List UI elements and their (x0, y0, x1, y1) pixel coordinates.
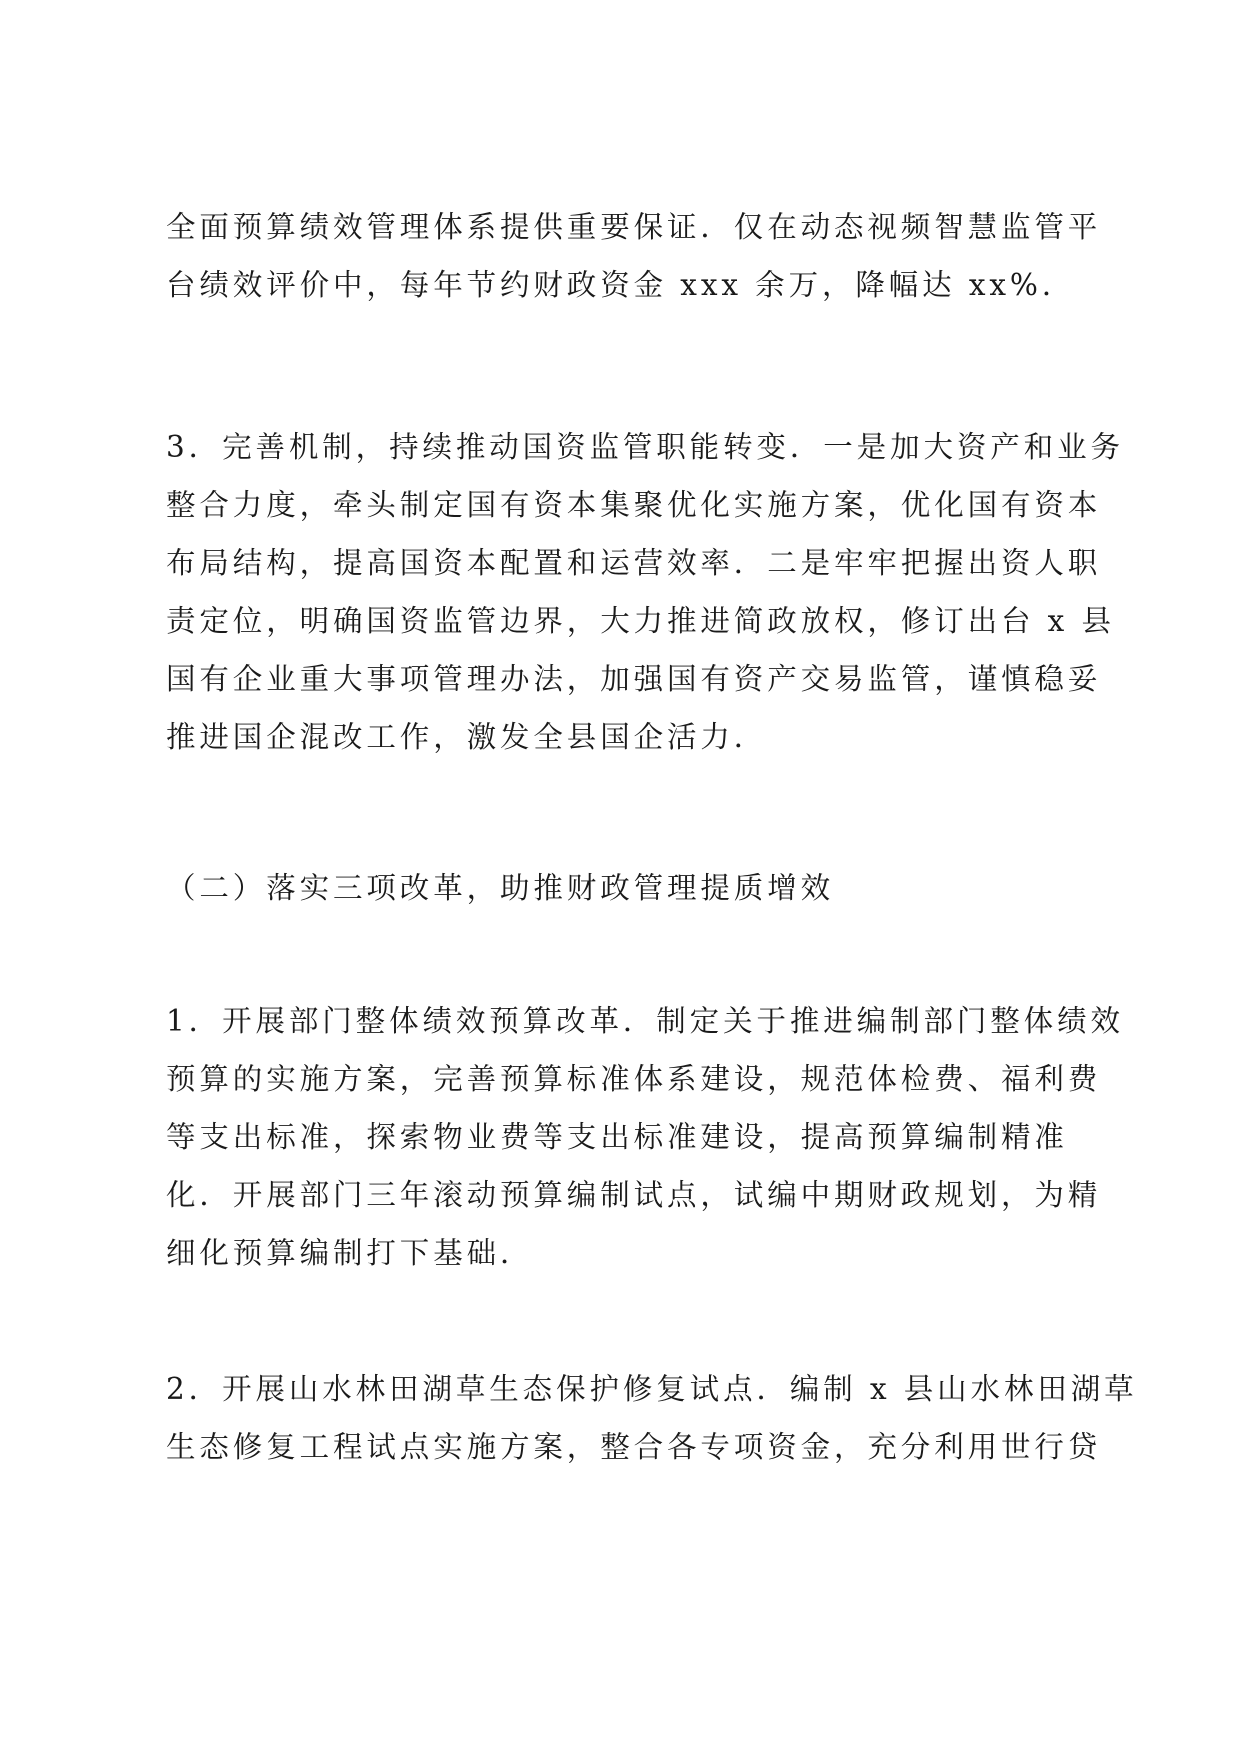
text-line: 推进国企混改工作，激发全县国企活力． (166, 720, 768, 754)
text-line: 细化预算编制打下基础． (166, 1236, 534, 1270)
text-line: 台绩效评价中，每年节约财政资金 xxx 余万，降幅达 xx%． (166, 268, 1076, 302)
text-line: 责定位，明确国资监管边界，大力推进简政放权，修订出台 x 县 (166, 604, 1115, 638)
text-line: 预算的实施方案，完善预算标准体系建设，规范体检费、福利费 (166, 1062, 1102, 1096)
text-line: 3．完善机制，持续推动国资监管职能转变．一是加大资产和业务 (166, 430, 1124, 464)
text-line: 1．开展部门整体绩效预算改革．制定关于推进编制部门整体绩效 (166, 1004, 1124, 1038)
text-line: 国有企业重大事项管理办法，加强国有资产交易监管，谨慎稳妥 (166, 662, 1102, 696)
section-heading-text: （二）落实三项改革，助推财政管理提质增效 (166, 871, 835, 905)
text-line: 化．开展部门三年滚动预算编制试点，试编中期财政规划，为精 (166, 1178, 1102, 1212)
text-line: 全面预算绩效管理体系提供重要保证．仅在动态视频智慧监管平 (166, 210, 1102, 244)
text-line: 等支出标准，探索物业费等支出标准建设，提高预算编制精准 (166, 1120, 1068, 1154)
text-line: 布局结构，提高国资本配置和运营效率．二是牢牢把握出资人职 (166, 546, 1102, 580)
text-line: 2．开展山水林田湖草生态保护修复试点．编制 x 县山水林田湖草 (166, 1372, 1138, 1406)
text-line: 整合力度，牵头制定国有资本集聚优化实施方案，优化国有资本 (166, 488, 1102, 522)
text-line: 生态修复工程试点实施方案，整合各专项资金，充分利用世行贷 (166, 1430, 1102, 1464)
